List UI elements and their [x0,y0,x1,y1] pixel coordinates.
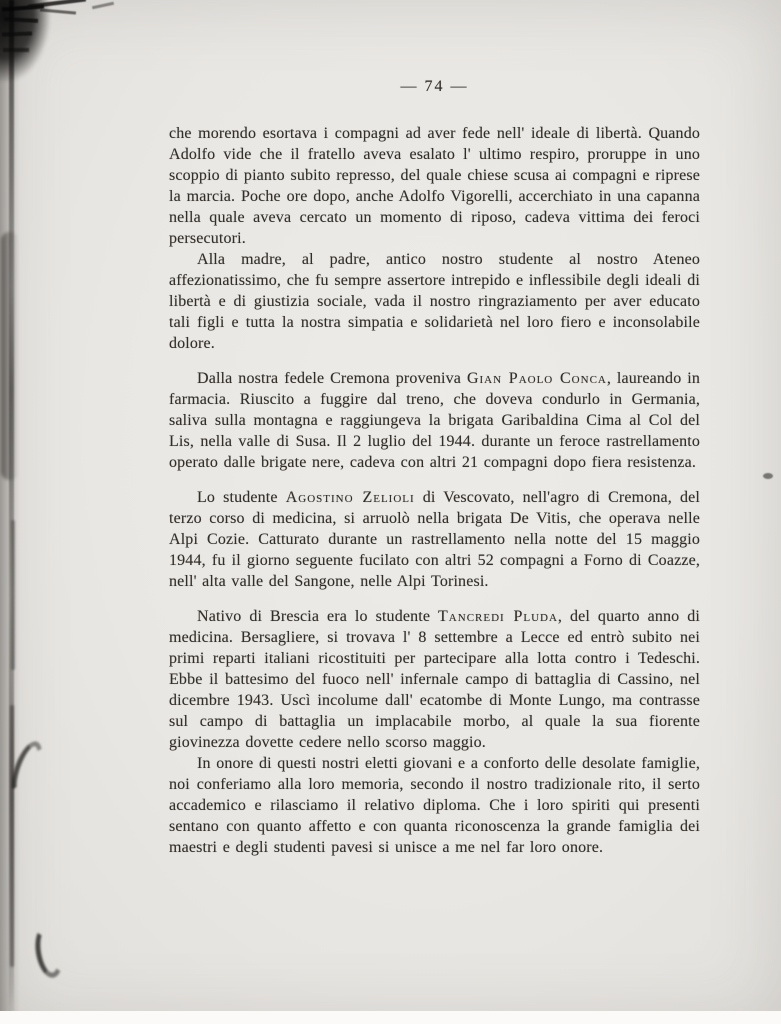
paragraph [169,487,700,592]
paragraph [169,368,700,473]
text-run: Alla madre, al padre, antico nostro studente al nostro Ateneo affezionatissimo, che fu sempre assertore intrepido e inflessibile degli ideali di libertà e di giustizia sociale, vada il nostro ringraziamento per aver educato tali figli e tutta la nostra simpatia e solidarietà nel loro fiero e inconsolabile dolore. [169,251,700,352]
person-name: Gian Paolo Conca [466,370,607,387]
text-run: In onore di questi nostri eletti giovani e a conforto delle desolate famiglie, noi conferiamo alla loro memoria, secondo il nostro tradizionale rito, il serto accademico e rilasciamo il relativo diploma. Che i loro spiriti qui presenti sentano con quanto affetto e con quanta riconoscenza la grande famiglia dei maestri e degli studenti pavesi si unisce a me nel far loro onore. [169,755,700,856]
edge-speck [763,473,773,479]
edge-streak [11,520,15,670]
page-content [169,78,700,858]
person-name: Tancredi Pluda [438,608,558,625]
paragraph [169,753,700,858]
text-run: , del quarto anno di medicina. Bersagliere, si trovava l' 8 settembre a Lecce ed entrò subito nei primi reparti italiani ricostituiti per partecipare alla lotta contro i Tedeschi. Ebbe il battesimo del fuoco nell' infernale campo di battaglia di Cassino, nel dicembre 1943. Uscì incolume dall' ecatombe di Monte Lungo, ma contrasse sul campo di battaglia un implacabile morbo, al quale la sua fiorente giovinezza dovette cedere nello scorso maggio. [169,608,700,751]
text-run: Dalla nostra fedele Cremona proveniva [197,370,467,387]
page-text [169,123,700,858]
page-number: — 74 — [400,78,469,95]
page-edge-stripe [3,48,29,52]
corner-ink-blob [0,0,50,82]
paragraph [169,249,700,354]
paragraph [169,123,700,249]
top-edge-smudge [92,2,114,10]
text-run: Nativo di Brescia era lo studente [197,608,439,625]
person-name: Agostino Zelioli [285,489,415,506]
paragraph [169,606,700,753]
text-run: Lo studente [197,489,286,506]
scanner-bottom-strip [0,1011,781,1024]
text-run: , laureando in farmacia. Riuscito a fuggire dal treno, che doveva condurlo in Germania, saliva sulla montagna e raggiungeva la brigata Garibaldina Cima al Col del Lis, nella valle di Susa. Il 2 luglio del 1944. durante un feroce rastrellamento operato dalle brigate nere, cadeva con altri 21 compagni dopo fiera resistenza. [169,370,700,471]
edge-streak [10,705,14,967]
text-run: di Vescovato, nell'agro di Cremona, del terzo corso di medicina, si arruolò nella brigata De Vitis, che operava nelle Alpi Cozie. Catturato durante un rastrellamento nella notte del 15 maggio 1944, fu il giorno seguente fucilato con altri 52 compagni a Forno di Coazze, nell' alta valle del Sangone, nelle Alpi Torinesi. [169,489,700,590]
text-run: che morendo esortava i compagni ad aver fede nell' ideale di libertà. Quando Adolfo vide che il fratello aveva esalato l' ultimo respiro, proruppe in uno scoppio di pianto subito represso, del quale chiese scusa ai compagni e riprese la marcia. Poche ore dopo, anche Adolfo Vigorelli, accerchiato in una capanna nella quale aveva cercato un momento di riposo, cadeva vittima dei feroci persecutori. [169,125,700,247]
ink-curl-mark [32,924,67,980]
binding-smudge-band [1,232,18,480]
